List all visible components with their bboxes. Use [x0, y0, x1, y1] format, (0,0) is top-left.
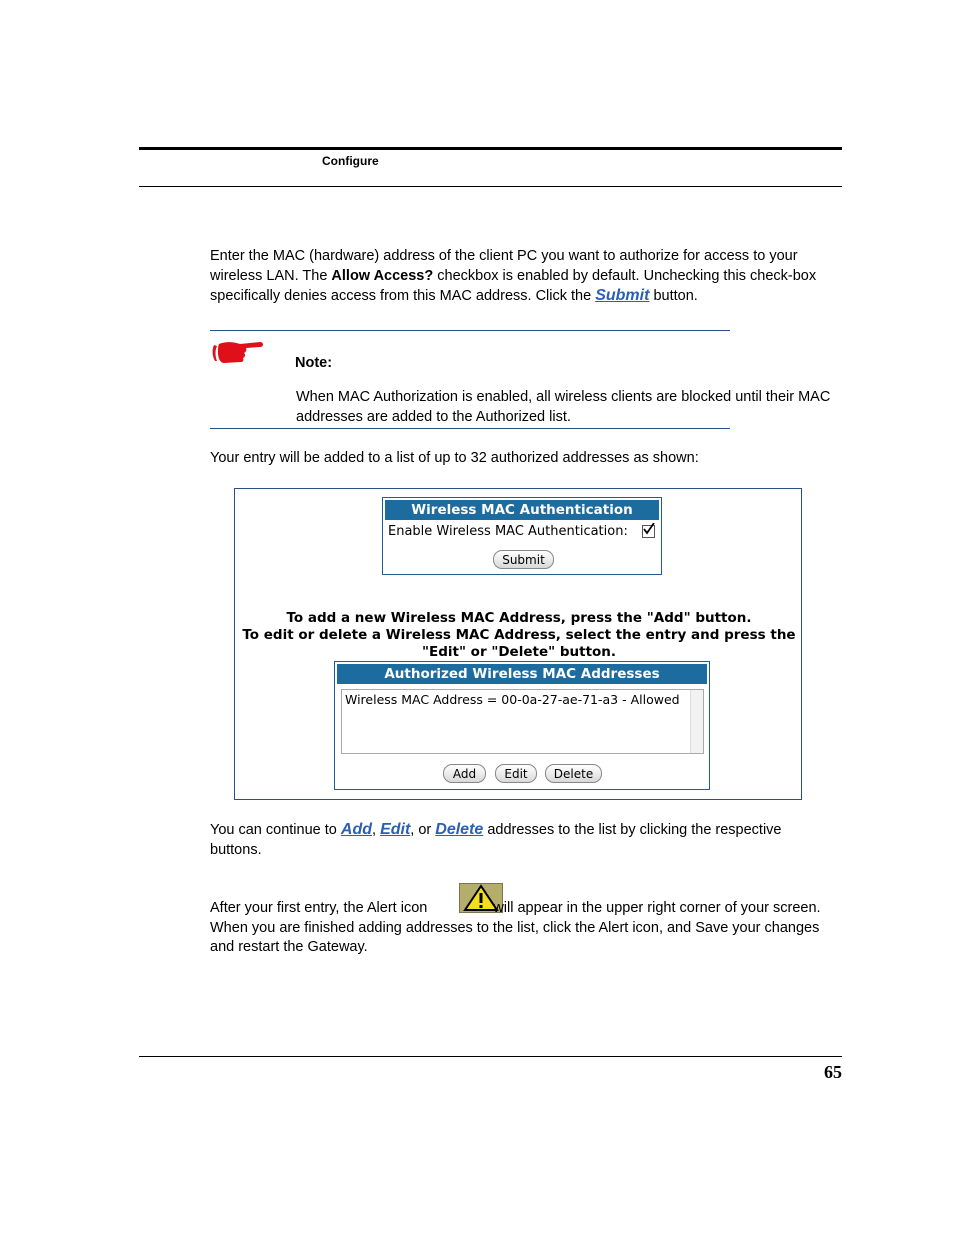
instruction-line-1: To add a new Wireless MAC Address, press the "Add" button. — [286, 610, 752, 626]
enable-mac-auth-label: Enable Wireless MAC Authentication: — [388, 524, 628, 539]
pointing-hand-icon — [210, 336, 266, 370]
delete-button[interactable]: Delete — [545, 764, 602, 783]
footer-rule — [139, 1056, 842, 1057]
intro-text-3: button. — [649, 288, 698, 304]
note-label: Note: — [295, 355, 333, 371]
allow-access-label: Allow Access? — [331, 267, 434, 284]
mac-auth-panel — [382, 497, 662, 575]
continue-text-2: addresses to the list by clicking the respective buttons. — [210, 822, 782, 858]
instructions — [236, 610, 802, 661]
mac-auth-panel-title: Wireless MAC Authentication — [385, 500, 659, 520]
continue-text-1: You can continue to — [210, 822, 341, 838]
enable-mac-auth-checkbox[interactable] — [642, 525, 655, 538]
list-description: Your entry will be added to a list of up to 32 authorized addresses as shown: — [210, 450, 699, 466]
intro-paragraph — [210, 247, 835, 307]
instruction-line-2: To edit or delete a Wireless MAC Address, select the entry and press the — [242, 627, 796, 643]
list-scrollbar[interactable] — [690, 690, 703, 753]
delete-link[interactable]: Delete — [435, 821, 484, 838]
intro-text-1: Enter the MAC (hardware) address of the client PC you want to authorize for access to your wireless LAN. The — [210, 248, 798, 284]
separator-1: , — [372, 822, 381, 838]
instruction-line-3: "Edit" or "Delete" button. — [421, 644, 617, 660]
header-top-rule — [139, 147, 842, 150]
section-header: Configure — [322, 154, 379, 168]
list-item[interactable]: Wireless MAC Address = 00-0a-27-ae-71-a3 - Allowed — [345, 692, 680, 707]
alert-text-2: will appear in the upper right corner of your screen. When you are finished adding addresses to the list, click the Alert icon, and Save your changes and restart the Gateway. — [210, 900, 821, 955]
submit-link[interactable]: Submit — [595, 287, 650, 304]
note-top-rule — [210, 330, 730, 331]
note-bottom-rule — [210, 428, 730, 429]
page-number: 65 — [824, 1062, 842, 1082]
intro-text-2: checkbox is enabled by default. Unchecking this check-box specifically denies access from this MAC address. Click the — [210, 267, 817, 304]
continue-paragraph — [210, 820, 830, 860]
note-text: When MAC Authorization is enabled, all wireless clients are blocked until their MAC addresses are added to the Authorized list. — [296, 389, 831, 425]
add-button[interactable]: Add — [443, 764, 486, 783]
checkmark-icon — [642, 523, 655, 536]
submit-button[interactable]: Submit — [493, 550, 554, 569]
edit-button[interactable]: Edit — [495, 764, 537, 783]
alert-paragraph — [210, 899, 835, 958]
add-link[interactable]: Add — [340, 821, 372, 838]
authorized-mac-list[interactable] — [341, 689, 704, 754]
alert-text-1: After your first entry, the Alert icon — [210, 900, 428, 916]
authorized-mac-panel-title: Authorized Wireless MAC Addresses — [337, 664, 707, 684]
separator-2: , or — [410, 822, 436, 838]
authorized-mac-panel — [334, 661, 710, 790]
header-bottom-rule — [139, 186, 842, 187]
edit-link[interactable]: Edit — [380, 821, 411, 838]
